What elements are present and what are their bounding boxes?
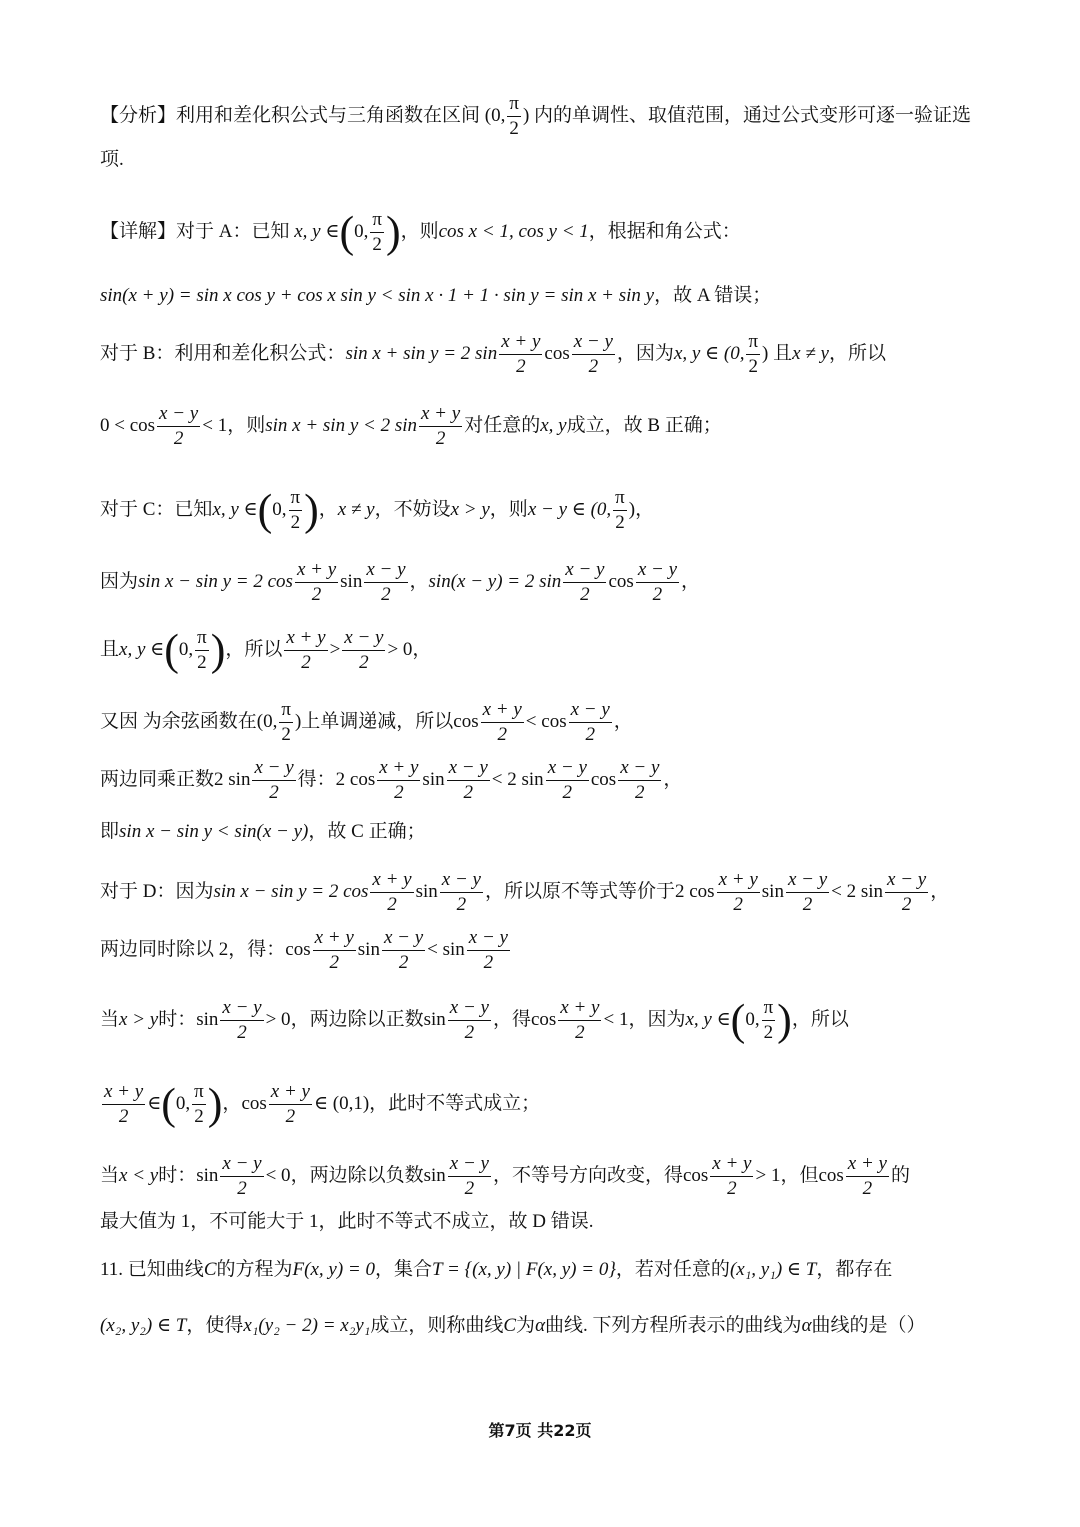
detail-d-line-4: $\frac{x + y}{2}$ ∈(0, $\frac{\pi}{2}$ )，cos $\frac{x + y}{2}$ ∈ (0,1)，此时不等式成立； — [104, 1079, 541, 1129]
question-number: 11. — [100, 1259, 124, 1280]
detail-d-line-1: 对于 D：因为sin x − sin y = 2 cos $\frac{x + y}{2}$ sin $\frac{x - y}{2}$ ，所以原不等式等价于2 cos $\frac{x + y}{2}$ sin $\frac{x - y}{2}$ < 2 sin $\frac{x - y}{2}$ ， — [100, 869, 950, 915]
analysis-tag: 【分析】 — [100, 104, 177, 126]
detail-d-line-3: 当x > y时：sin $\frac{x - y}{2}$ > 0，两边除以正数sin $\frac{x - y}{2}$ ，得cos $\frac{x + y}{2}$ < 1，因为x, y ∈(0, $\frac{\pi}{2}$ )，所以 — [100, 995, 849, 1045]
analysis-line-1: 【分析】利用和差化积公式与三角函数在区间 (0, $\frac{\pi}{2}$ ) 内的单调性、取值范围，通过公式变形可逐一验证选 — [100, 93, 972, 139]
question-11-line-1: 11. 已知曲线C的方程为F(x, y) = 0，集合T = {(x, y) | F(x, y) = 0}，若对任意的(x₁, y₁) ∈ T，都存在 — [100, 1259, 893, 1280]
page-footer: 第7页 共22页 — [488, 1421, 592, 1440]
detail-d-line-6: 最大值为 1，不可能大于 1，此时不等式不成立，故 D 错误. — [100, 1211, 594, 1232]
detail-d-line-2: 两边同时除以 2，得：cos $\frac{x + y}{2}$ sin $\frac{x - y}{2}$ < sin $\frac{x - y}{2}$ — [100, 927, 508, 973]
detail-c-line-1: 对于 C：已知x, y ∈(0, $\frac{\pi}{2}$ )，x ≠ y，不妨设x > y，则x − y ∈ (0, $\frac{\pi}{2}$ )， — [100, 485, 655, 535]
detail-c-line-5: 两边同乘正数2 sin $\frac{x - y}{2}$ 得：2 cos $\frac{x + y}{2}$ sin $\frac{x - y}{2}$ < 2 sin $\frac{x - y}{2}$ cos $\frac{x - y}{2}$ ， — [100, 757, 683, 803]
detail-c-line-2: 因为sin x − sin y = 2 cos $\frac{x + y}{2}$ sin $\frac{x - y}{2}$ ，sin(x − y) = 2 sin $\frac{x - y}{2}$ cos $\frac{x - y}{2}$ ， — [100, 559, 701, 605]
detail-a-line: 【详解】对于 A：已知 x, y ∈(0, $\frac{\pi}{2}$ )，则cos x < 1, cos y < 1，根据和角公式： — [100, 207, 741, 257]
detail-d-line-5: 当x < y时：sin $\frac{x - y}{2}$ < 0，两边除以负数sin $\frac{x - y}{2}$ ，不等号方向改变，得cos $\frac{x + y}{2}$ > 1，但cos $\frac{x + y}{2}$ 的 — [100, 1153, 910, 1199]
detail-b-line-1: 对于 B：利用和差化积公式：sin x + sin y = 2 sin $\frac{x + y}{2}$ cos $\frac{x - y}{2}$ ，因为x, y ∈ (0, $\frac{\pi}{2}$ ) 且x ≠ y，所以 — [100, 331, 886, 377]
question-11-line-2: (x₂, y₂) ∈ T，使得x₁(y₂ − 2) = x₂y₁成立，则称曲线C为α曲线. 下列方程所表示的曲线为α曲线的是（） — [100, 1315, 926, 1336]
detail-c-line-3: 且x, y ∈(0, $\frac{\pi}{2}$ )，所以 $\frac{x + y}{2}$ > $\frac{x - y}{2}$ > 0， — [100, 625, 432, 675]
detail-c-line-6: 即sin x − sin y < sin(x − y)，故 C 正确； — [100, 821, 426, 842]
detail-c-line-4: 又因 为余弦函数在(0, $\frac{\pi}{2}$ )上单调递减，所以cos $\frac{x + y}{2}$ < cos $\frac{x - y}{2}$ ， — [100, 699, 633, 745]
detail-a-formula: sin(x + y) = sin x cos y + cos x sin y < sin x · 1 + 1 · sin y = sin x + sin y，故 A 错误； — [100, 285, 772, 306]
analysis-line-2: 项. — [100, 149, 124, 170]
detail-tag: 【详解】 — [100, 220, 177, 242]
detail-b-line-2: 0 < cos $\frac{x - y}{2}$ < 1，则sin x + sin y < 2 sin $\frac{x + y}{2}$ 对任意的x, y成立，故 B 正确； — [100, 403, 722, 449]
